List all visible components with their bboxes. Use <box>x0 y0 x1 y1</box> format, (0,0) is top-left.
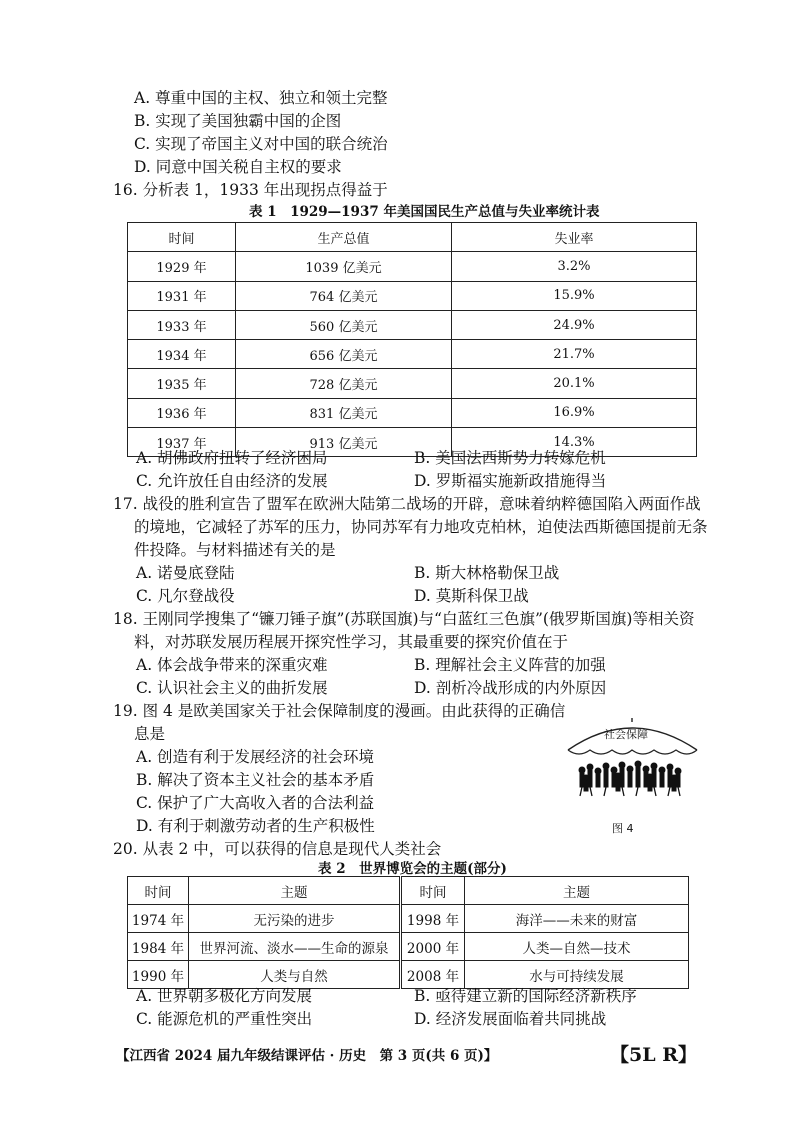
exam-code: 【5L R】 <box>610 1044 697 1066</box>
q17-option-a: A. 诺曼底登陆 <box>136 564 235 582</box>
table2-cell: 1998 年 <box>401 905 465 933</box>
table1-cell: 15.9% <box>452 281 697 310</box>
table1-cell: 20.1% <box>452 369 697 398</box>
table1-cell: 728 亿美元 <box>236 369 452 398</box>
figure-4 <box>560 712 705 837</box>
q19-option-a: A. 创造有利于发展经济的社会环境 <box>136 748 375 766</box>
q17-option-d: D. 莫斯科保卫战 <box>414 587 529 605</box>
table1-cell: 21.7% <box>452 340 697 369</box>
table2-cell: 人类—自然—技术 <box>465 933 689 961</box>
table2-cell: 世界河流、淡水——生命的源泉 <box>189 933 401 961</box>
figure-4-umbrella-label: 社会保障 <box>604 728 648 741</box>
table2-cell: 无污染的进步 <box>189 905 401 933</box>
table1-cell: 1936 年 <box>128 398 236 427</box>
table1-cell: 1934 年 <box>128 340 236 369</box>
q20-stem: 20. 从表 2 中，可以获得的信息是现代人类社会 <box>113 840 442 858</box>
q15-option-a: A. 尊重中国的主权、独立和领土完整 <box>134 89 388 107</box>
q19-option-c: C. 保护了广大高收入者的合法利益 <box>136 794 375 812</box>
table2-cell: 1974 年 <box>128 905 189 933</box>
q17-option-b: B. 斯大林格勒保卫战 <box>414 564 560 582</box>
q18-option-d: D. 剖析冷战形成的内外原因 <box>414 679 607 697</box>
table1-cell: 831 亿美元 <box>236 398 452 427</box>
table2-header-row <box>128 877 689 905</box>
q18-stem-line: 18. 王刚同学搜集了“镰刀锤子旗”(苏联国旗)与“白蓝红三色旗”(俄罗斯国旗)等相关资 <box>113 610 695 628</box>
q18-option-a: A. 体会战争带来的深重灾难 <box>136 656 328 674</box>
q18-option-b: B. 理解社会主义阵营的加强 <box>414 656 606 674</box>
table-row <box>128 398 697 427</box>
q19-stem-line: 息是 <box>134 725 166 743</box>
q20-option-b: B. 亟待建立新的国际经济新秩序 <box>414 987 637 1005</box>
q16-stem: 16. 分析表 1，1933 年出现拐点得益于 <box>113 181 388 199</box>
q15-option-d: D. 同意中国关税自主权的要求 <box>134 158 342 176</box>
table1-cell: 560 亿美元 <box>236 310 452 339</box>
q20-option-c: C. 能源危机的严重性突出 <box>136 1010 313 1028</box>
table1-header-row <box>128 223 697 252</box>
table1 <box>127 222 697 457</box>
table-row <box>128 905 689 933</box>
table1-header: 失业率 <box>452 223 697 252</box>
table1-cell: 764 亿美元 <box>236 281 452 310</box>
table1-cell: 1937 年 <box>128 428 236 457</box>
table2-cell: 海洋——未来的财富 <box>465 905 689 933</box>
table-row <box>128 340 697 369</box>
table1-cell: 16.9% <box>452 398 697 427</box>
table1-cell: 656 亿美元 <box>236 340 452 369</box>
table1-cell: 1929 年 <box>128 252 236 281</box>
table1-cell: 3.2% <box>452 252 697 281</box>
q19-option-d: D. 有利于刺激劳动者的生产积极性 <box>136 817 375 835</box>
q20-option-d: D. 经济发展面临着共同挑战 <box>414 1010 607 1028</box>
table2-header: 主题 <box>465 877 689 905</box>
page-footer: 【江西省 2024 届九年级结课评估 · 历史 第 3 页(共 6 页)】 <box>116 1048 498 1064</box>
figure-4-caption: 图 4 <box>612 822 634 835</box>
table1-cell: 1933 年 <box>128 310 236 339</box>
q16-option-d: D. 罗斯福实施新政措施得当 <box>414 472 607 490</box>
table2-cell: 水与可持续发展 <box>465 961 689 989</box>
table-row <box>128 281 697 310</box>
table2-caption: 表 2 世界博览会的主题(部分) <box>318 861 507 877</box>
q17-stem-line: 件投降。与材料描述有关的是 <box>134 541 336 559</box>
q17-stem-line: 的境地，它减轻了苏军的压力，协同苏军有力地攻克柏林，迫使法西斯德国提前无条 <box>134 518 708 536</box>
q15-option-b: B. 实现了美国独霸中国的企图 <box>134 112 342 130</box>
q19-stem-line: 19. 图 4 是欧美国家关于社会保障制度的漫画。由此获得的正确信 <box>113 702 566 720</box>
table1-cell: 913 亿美元 <box>236 428 452 457</box>
table-row <box>128 933 689 961</box>
table1-cell: 1039 亿美元 <box>236 252 452 281</box>
q20-option-a: A. 世界朝多极化方向发展 <box>136 987 313 1005</box>
table1-header: 生产总值 <box>236 223 452 252</box>
table-row <box>128 252 697 281</box>
q18-option-c: C. 认识社会主义的曲折发展 <box>136 679 328 697</box>
q16-option-c: C. 允许放任自由经济的发展 <box>136 472 328 490</box>
q15-option-c: C. 实现了帝国主义对中国的联合统治 <box>134 135 388 153</box>
q16-option-b: B. 美国法西斯势力转嫁危机 <box>414 449 606 467</box>
q16-option-a: A. 胡佛政府扭转了经济困局 <box>136 449 328 467</box>
table-row <box>128 961 689 989</box>
q17-option-c: C. 凡尔登战役 <box>136 587 235 605</box>
table-row <box>128 310 697 339</box>
table1-cell: 1935 年 <box>128 369 236 398</box>
q18-stem-line: 料，对苏联发展历程展开探究性学习，其最重要的探究价值在于 <box>134 633 569 651</box>
table2-cell: 人类与自然 <box>189 961 401 989</box>
table1-cell: 14.3% <box>452 428 697 457</box>
table1-cell: 1931 年 <box>128 281 236 310</box>
table2-cell: 1984 年 <box>128 933 189 961</box>
table-row <box>128 369 697 398</box>
table1-cell: 24.9% <box>452 310 697 339</box>
table1-caption: 表 1 1929—1937 年美国国民生产总值与失业率统计表 <box>249 204 600 220</box>
table2-cell: 2000 年 <box>401 933 465 961</box>
table2-cell: 2008 年 <box>401 961 465 989</box>
q19-option-b: B. 解决了资本主义社会的基本矛盾 <box>136 771 375 789</box>
table2-header: 主题 <box>189 877 401 905</box>
table1-header: 时间 <box>128 223 236 252</box>
table2-cell: 1990 年 <box>128 961 189 989</box>
q17-stem-line: 17. 战役的胜利宣告了盟军在欧洲大陆第二战场的开辟，意味着纳粹德国陷入两面作战 <box>113 495 701 513</box>
table2-header: 时间 <box>128 877 189 905</box>
table2 <box>127 876 689 989</box>
table2-header: 时间 <box>401 877 465 905</box>
